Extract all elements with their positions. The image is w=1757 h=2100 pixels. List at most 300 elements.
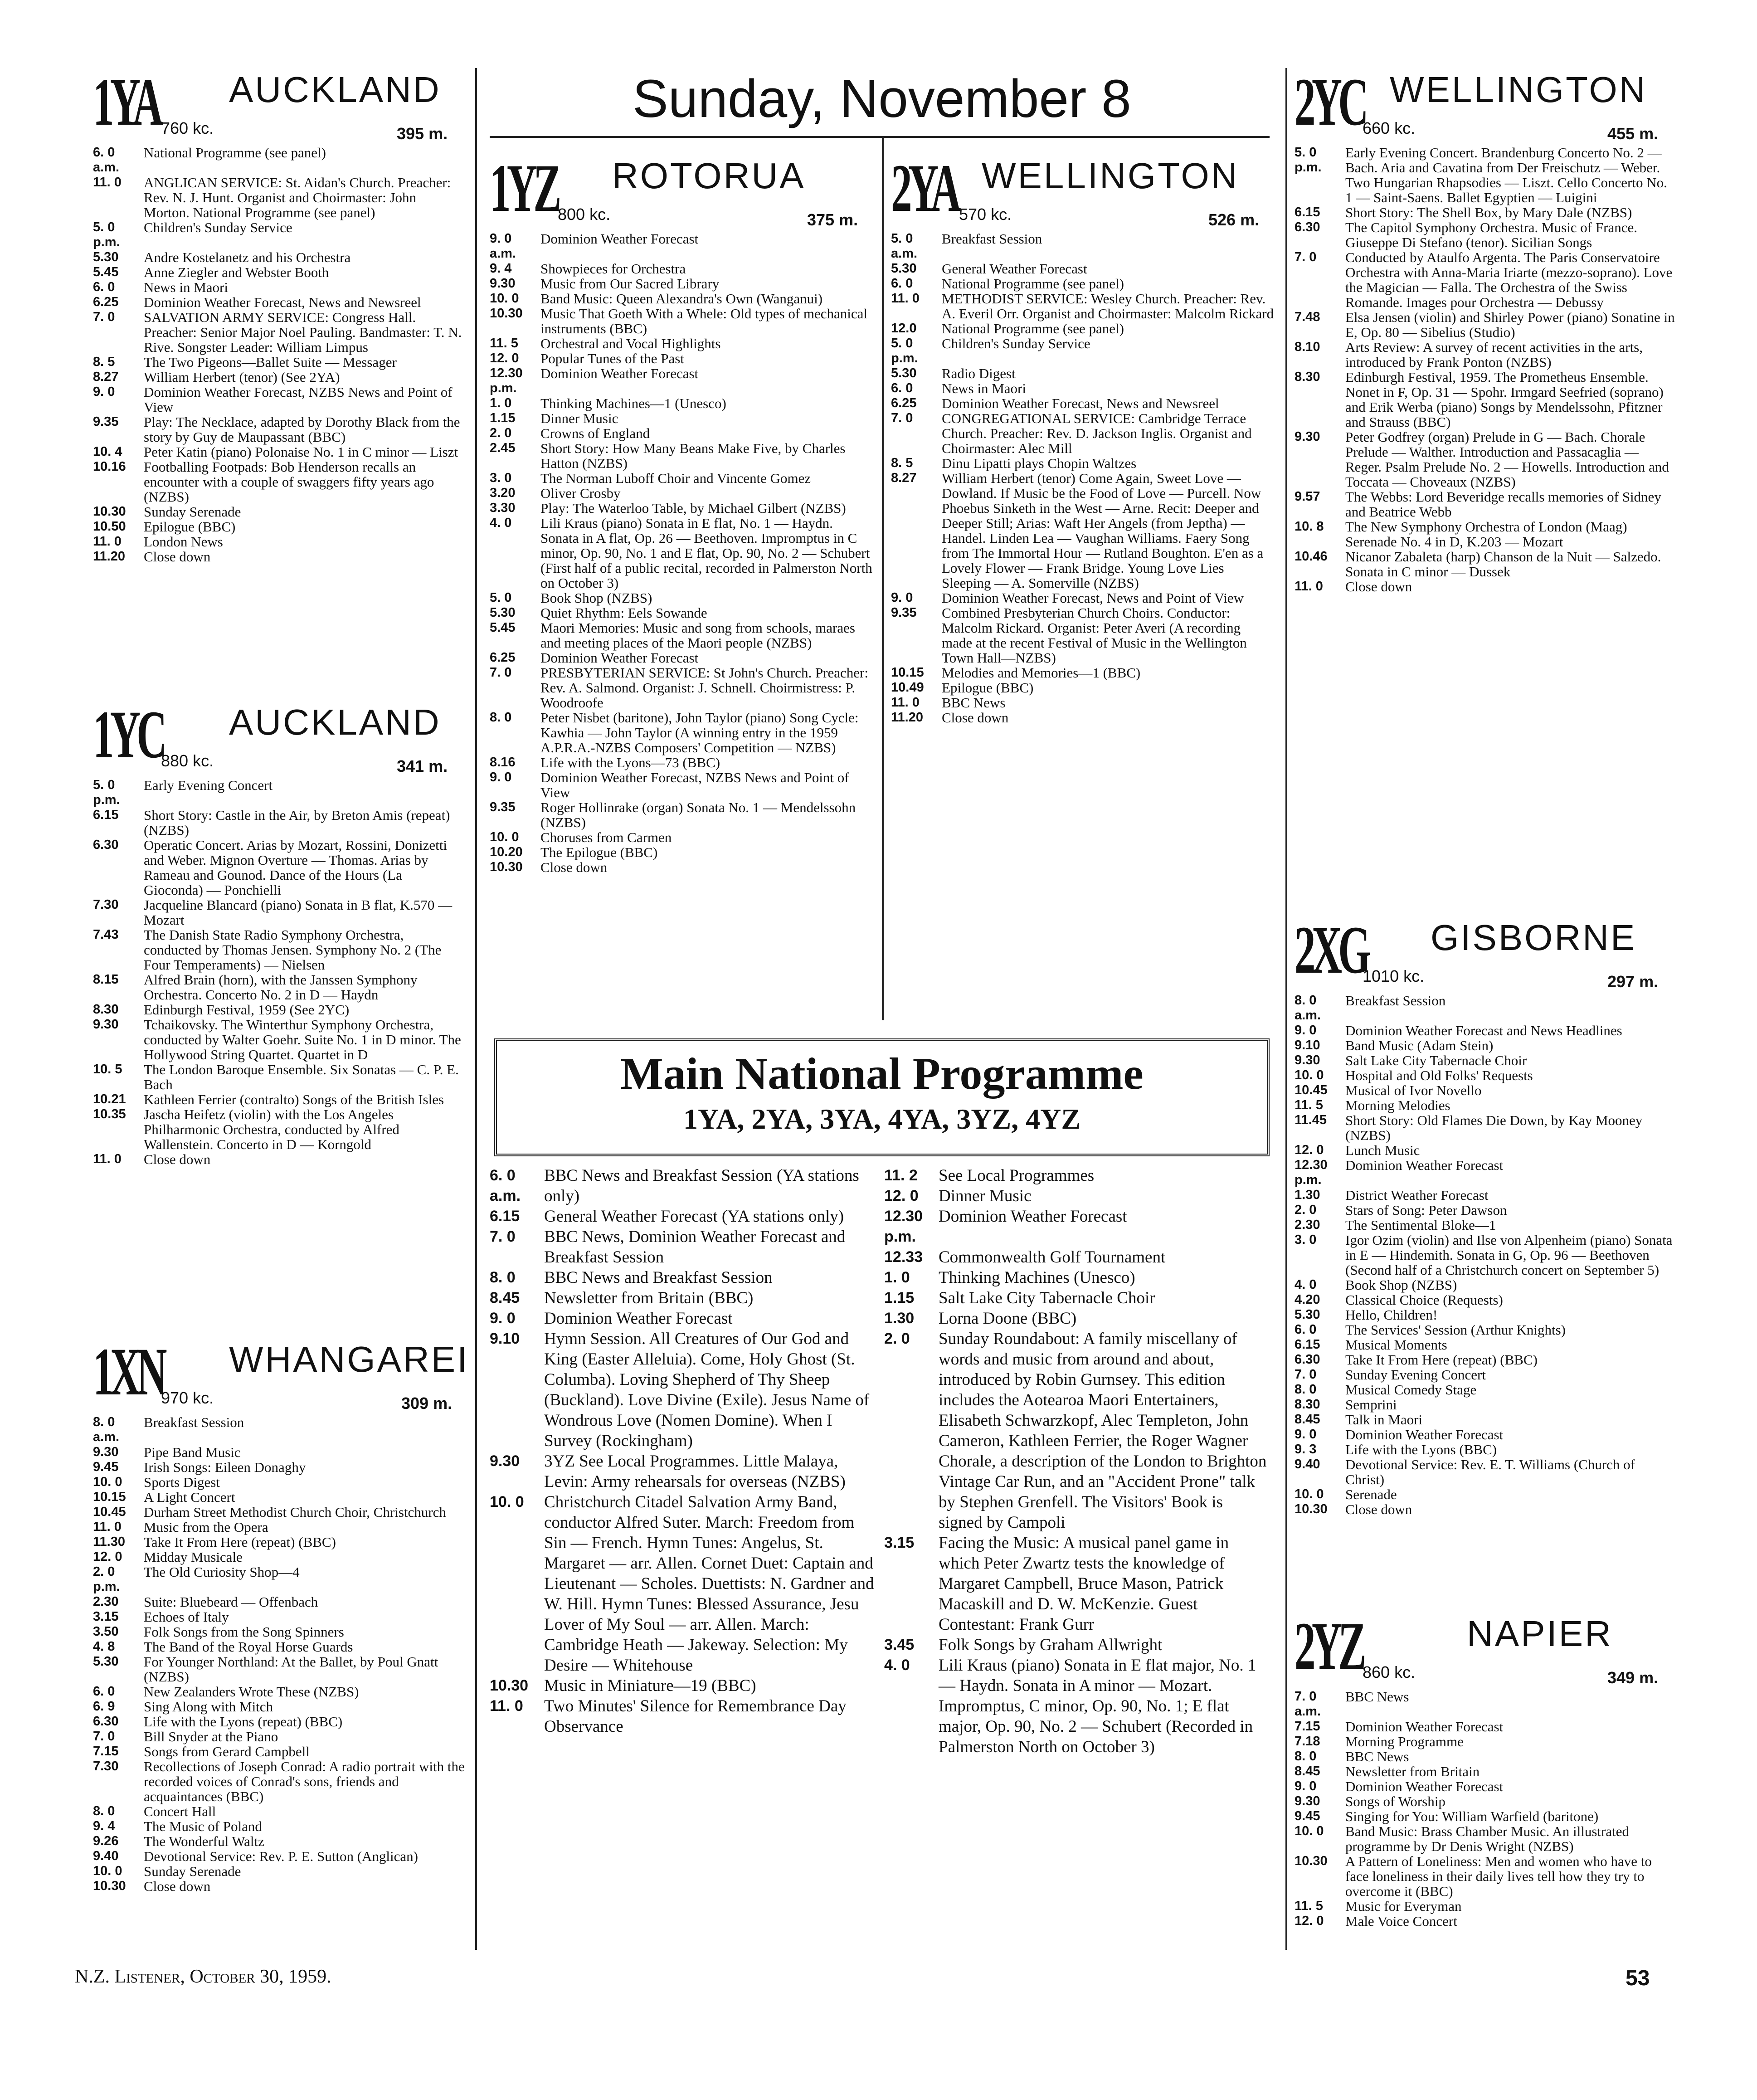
programme-entry: [490, 845, 873, 860]
station-wavelength: 375 m.: [807, 210, 858, 229]
programme-entry: [891, 471, 1274, 590]
programme-entry: [1295, 1143, 1675, 1158]
entry-time: 5. 0 a.m.: [891, 231, 918, 261]
station-header: [1295, 912, 1675, 993]
entry-time: 5. 0 p.m.: [1295, 145, 1322, 175]
entry-time: 5.30: [490, 605, 516, 620]
programme-entry: [1295, 310, 1675, 340]
entry-time: 9. 0: [490, 770, 512, 784]
entry-text: Popular Tunes of the Past: [540, 351, 684, 366]
station-city: AUCKLAND: [229, 69, 441, 110]
programme-entry: [1295, 1367, 1675, 1382]
station-2ya: [891, 151, 1274, 726]
entry-text: Jascha Heifetz (violin) with the Los Angeles Philharmonic Orchestra, conducted by Alfred Wallenstein. Concerto in D — Korngold: [144, 1106, 399, 1152]
programme-entry: [891, 291, 1274, 321]
entry-time: 10.45: [93, 1505, 126, 1519]
entry-time: 9.26: [93, 1834, 119, 1848]
entry-time: 10. 0: [1295, 1487, 1324, 1501]
programme-entry: [1295, 579, 1675, 594]
station-code: 1YA: [93, 64, 160, 140]
programme-entry: [1295, 1734, 1675, 1749]
entry-text: Short Story: Old Flames Die Down, by Kay Mooney (NZBS): [1345, 1112, 1643, 1143]
entry-time: 2. 0: [1295, 1203, 1317, 1217]
station-city: WELLINGTON: [1390, 69, 1647, 110]
programme-entry: [93, 1460, 465, 1475]
programme-entry: [93, 1744, 465, 1759]
entry-text: Alfred Brain (horn), with the Janssen Symphony Orchestra. Concerto No. 2 in D — Haydn: [144, 972, 418, 1003]
page-number: 53: [1626, 1966, 1650, 1990]
programme-entry: [884, 1533, 1270, 1635]
programme-entry: [1295, 145, 1675, 205]
entry-text: Close down: [1345, 579, 1412, 594]
programme-entry: [93, 1564, 465, 1594]
station-frequency: 970 kc.: [161, 1389, 214, 1407]
entry-text: Orchestral and Vocal Highlights: [540, 336, 721, 351]
entry-time: 2.45: [490, 441, 516, 455]
entry-time: 11. 0: [93, 175, 122, 190]
entry-time: 11. 5: [490, 336, 518, 351]
entry-time: 12.30 p.m.: [490, 366, 523, 395]
entry-text: London News: [144, 534, 223, 550]
programme-entry: [93, 1684, 465, 1699]
entry-time: 5.30: [891, 366, 917, 380]
entry-text: Close down: [144, 549, 211, 565]
entry-text: The Music of Poland: [144, 1818, 262, 1834]
entry-text: Play: The Necklace, adapted by Dorothy Black from the story by Guy de Maupassant (BBC): [144, 414, 460, 445]
entry-text: Early Evening Concert. Brandenburg Concerto No. 2 — Bach. Aria and Cavatina from Der Freischutz — Weber. Two Hungarian Rhapsodies — Liszt. Cello Concerto No. 1 — Saint-Saens. Ballet Egyptien — Luigini: [1345, 145, 1667, 205]
station-header: [490, 151, 873, 231]
entry-text: Dominion Weather Forecast: [540, 231, 699, 247]
programme-entry: [93, 1505, 465, 1520]
entry-time: 8. 5: [93, 355, 115, 369]
programme-entry: [490, 800, 873, 830]
entry-time: 10.50: [93, 519, 126, 534]
programme-entry: [490, 396, 873, 411]
entry-time: 5. 0: [490, 590, 512, 605]
entry-text: Facing the Music: A musical panel game in which Peter Zwartz tests the knowledge of Margaret Campbell, Bruce Mason, Patrick Macaskill and D. W. McKenzie. Guest Contestant: Frank Gurr: [939, 1534, 1229, 1634]
entry-text: Talk in Maori: [1345, 1412, 1423, 1428]
entry-text: A Light Concert: [144, 1489, 235, 1505]
entry-time: 6.25: [490, 650, 516, 665]
programme-entry: [93, 1594, 465, 1609]
programme-entry: [93, 897, 465, 927]
entry-text: Elsa Jensen (violin) and Shirley Power (piano) Sonatine in E, Op. 80 — Sibelius (Studio): [1345, 309, 1675, 340]
entry-text: Classical Choice (Requests): [1345, 1292, 1503, 1308]
entry-time: 11.20: [891, 710, 923, 725]
entry-time: 3.15: [884, 1534, 915, 1551]
entry-text: Short Story: Castle in the Air, by Breton Amis (repeat) (NZBS): [144, 807, 450, 838]
entry-text: Morning Programme: [1345, 1734, 1464, 1749]
entry-time: 9. 0: [93, 385, 115, 399]
entry-text: Andre Kostelanetz and his Orchestra: [144, 249, 351, 265]
entry-text: Suite: Bluebeard — Offenbach: [144, 1594, 318, 1610]
programme-entry: [93, 385, 465, 414]
programme-entry: [1295, 1794, 1675, 1809]
programme-entry: [490, 1308, 877, 1329]
programme-list: [1295, 993, 1675, 1517]
entry-text: Book Shop (NZBS): [1345, 1277, 1457, 1293]
entry-text: Edinburgh Festival, 1959. The Prometheus Ensemble. Nonet in F, Op. 31 — Spohr. Irmgard Seefried (soprano) and Erik Werba (piano) Songs by Mendelssohn, Pfitzner and Strauss (BBC): [1345, 369, 1664, 430]
programme-entry: [1295, 1083, 1675, 1098]
entry-text: Close down: [942, 710, 1009, 726]
programme-entry: [490, 1492, 877, 1676]
entry-time: 4. 0: [490, 516, 512, 530]
entry-time: 11. 5: [1295, 1899, 1323, 1913]
entry-text: Footballing Footpads: Bob Henderson recalls an encounter with a couple of swaggers fifty years ago (NZBS): [144, 459, 434, 505]
entry-text: Kathleen Ferrier (contralto) Songs of the British Isles: [144, 1091, 444, 1107]
programme-entry: [93, 459, 465, 504]
programme-entry: [93, 414, 465, 444]
entry-text: Music from the Opera: [144, 1519, 268, 1535]
entry-text: BBC News: [942, 695, 1006, 711]
entry-text: Breakfast Session: [144, 1414, 244, 1430]
programme-entry: [93, 1714, 465, 1729]
entry-time: 7.43: [93, 927, 119, 942]
entry-time: 9.35: [93, 414, 119, 429]
station-frequency: 880 kc.: [161, 751, 214, 770]
entry-time: 6.30: [1295, 220, 1320, 234]
entry-time: 7.15: [93, 1744, 119, 1759]
entry-time: 9.40: [93, 1849, 119, 1863]
entry-time: 11. 0: [891, 291, 920, 306]
entry-text: Sunday Evening Concert: [1345, 1367, 1486, 1383]
programme-entry: [1295, 1068, 1675, 1083]
entry-time: 7.30: [93, 897, 119, 912]
programme-entry: [93, 1849, 465, 1864]
programme-entry: [490, 486, 873, 501]
entry-text: Concert Hall: [144, 1803, 216, 1819]
entry-text: Life with the Lyons—73 (BBC): [540, 755, 720, 770]
programme-entry: [1295, 1854, 1675, 1899]
entry-time: 6. 0: [93, 1684, 115, 1699]
entry-text: Short Story: The Shell Box, by Mary Dale (NZBS): [1345, 205, 1632, 220]
programme-entry: [93, 1654, 465, 1684]
station-header: [1295, 1608, 1675, 1689]
entry-time: 9. 4: [93, 1819, 115, 1833]
entry-text: Dominion Weather Forecast, News and Newsreel: [942, 395, 1219, 411]
station-wavelength: 297 m.: [1607, 972, 1659, 991]
programme-entry: [1295, 1914, 1675, 1929]
programme-entry: [490, 516, 873, 590]
entry-time: 11. 0: [93, 1152, 122, 1166]
programme-entry: [490, 336, 873, 351]
entry-text: Commonwealth Golf Tournament: [939, 1248, 1166, 1267]
entry-time: 5.30: [93, 250, 119, 264]
programme-entry: [1295, 1899, 1675, 1914]
programme-entry: [93, 220, 465, 250]
entry-text: 3YZ See Local Programmes. Little Malaya, Levin: Army rehearsals for overseas (NZBS): [544, 1452, 846, 1491]
entry-time: 11. 0: [490, 1697, 523, 1715]
programme-entry: [1295, 993, 1675, 1023]
programme-entry: [490, 620, 873, 650]
programme-entry: [1295, 220, 1675, 250]
entry-time: 10. 0: [1295, 1068, 1324, 1082]
entry-time: 3.45: [884, 1636, 915, 1653]
entry-time: 6.25: [93, 295, 119, 309]
programme-entry: [93, 1017, 465, 1062]
entry-time: 10. 0: [1295, 1824, 1324, 1838]
entry-time: 8.27: [93, 370, 119, 384]
entry-time: 8.16: [490, 755, 516, 770]
entry-time: 10. 0: [490, 291, 519, 306]
entry-text: Dinu Lipatti plays Chopin Waltzes: [942, 455, 1137, 471]
programme-entry: [891, 590, 1274, 605]
entry-time: 7. 0: [1295, 250, 1317, 264]
entry-text: District Weather Forecast: [1345, 1187, 1489, 1203]
entry-time: 8.45: [1295, 1764, 1320, 1778]
station-city: ROTORUA: [612, 156, 806, 196]
station-code: 1YZ: [490, 151, 558, 226]
programme-list: [490, 231, 873, 875]
entry-time: 3.30: [490, 501, 516, 515]
programme-entry: [891, 231, 1274, 261]
entry-time: 6.30: [93, 838, 119, 852]
programme-entry: [93, 1609, 465, 1624]
entry-text: Bill Snyder at the Piano: [144, 1729, 278, 1744]
column-rule-1: [475, 68, 477, 1950]
entry-text: Children's Sunday Service: [942, 336, 1090, 351]
programme-entry: [884, 1186, 1270, 1206]
entry-text: BBC News: [1345, 1749, 1409, 1764]
programme-entry: [490, 1227, 877, 1267]
entry-time: 8.30: [93, 1002, 119, 1017]
programme-entry: [93, 250, 465, 265]
station-code: 1YC: [93, 697, 163, 772]
programme-entry: [490, 1165, 877, 1206]
entry-time: 11. 2: [884, 1167, 918, 1184]
programme-list: [93, 1415, 465, 1894]
entry-time: 10.30: [490, 860, 523, 874]
programme-entry: [93, 1834, 465, 1849]
programme-entry: [490, 1676, 877, 1696]
entry-time: 2. 0 p.m.: [93, 1564, 120, 1594]
programme-entry: [891, 366, 1274, 381]
entry-time: 5.30: [93, 1654, 119, 1669]
programme-entry: [1295, 429, 1675, 489]
entry-time: 8. 0: [490, 710, 512, 725]
entry-text: CONGREGATIONAL SERVICE: Cambridge Terrace Church. Preacher: Rev. D. Jackson Inglis. Organist and Choirmaster: Alec Mill: [942, 410, 1252, 456]
entry-time: 6.15: [490, 1208, 520, 1225]
entry-time: 9.57: [1295, 489, 1320, 504]
entry-text: Music for Everyman: [1345, 1898, 1462, 1914]
entry-text: BBC News, Dominion Weather Forecast and Breakfast Session: [544, 1228, 846, 1267]
entry-text: ANGLICAN SERVICE: St. Aidan's Church. Preacher: Rev. N. J. Hunt. Organist and Choirmaster: John Morton. National Programme (see panel): [144, 175, 451, 220]
entry-text: Melodies and Memories—1 (BBC): [942, 665, 1141, 681]
entry-time: 3. 0: [1295, 1233, 1317, 1247]
entry-time: 9. 0: [1295, 1779, 1317, 1793]
entry-time: 8. 0: [1295, 1382, 1317, 1397]
station-code: 2YZ: [1295, 1608, 1363, 1684]
entry-text: Operatic Concert. Arias by Mozart, Rossini, Donizetti and Weber. Mignon Overture — Thomas. Arias by Rameau and Gounod. Dance of the Hours (La Gioconda) — Ponchielli: [144, 837, 447, 898]
entry-text: Peter Katin (piano) Polonaise No. 1 in C minor — Liszt: [144, 444, 458, 460]
station-1yc: [93, 697, 465, 1167]
entry-text: Edinburgh Festival, 1959 (See 2YC): [144, 1002, 350, 1018]
entry-text: Lili Kraus (piano) Sonata in E flat, No. 1 — Haydn. Sonata in A flat, Op. 26 — Beethoven. Impromptus in C minor, Op. 90, No. 1 and E flat, Op. 90, No. 2 — Schubert (First half of a public recital, recorded in Palmerston North on October 3): [540, 515, 872, 591]
footer-publication-date: N.Z. Listener, October 30, 1959.: [75, 1966, 331, 1987]
entry-time: 10.15: [93, 1490, 126, 1504]
programme-list: [93, 778, 465, 1167]
entry-time: 11.30: [93, 1535, 125, 1549]
entry-time: 1.30: [1295, 1188, 1320, 1202]
entry-text: National Programme (see panel): [942, 321, 1124, 336]
programme-entry: [884, 1329, 1270, 1533]
entry-time: 6.15: [93, 808, 119, 822]
entry-time: 1. 0: [884, 1269, 910, 1286]
entry-time: 12.30 p.m.: [884, 1208, 923, 1245]
entry-text: See Local Programmes: [939, 1166, 1095, 1185]
programme-entry: [93, 295, 465, 310]
entry-time: 6.15: [1295, 205, 1320, 219]
programme-entry: [490, 1451, 877, 1492]
entry-text: New Zealanders Wrote These (NZBS): [144, 1684, 359, 1700]
entry-text: Lili Kraus (piano) Sonata in E flat major, No. 1 — Haydn. Sonata in A minor — Mozart. Impromptus, C minor, Op. 90, No. 1; E flat major, Op. 90, No. 2 — Schubert (Recorded in Palmerston North on October 3): [939, 1656, 1256, 1756]
entry-time: 11. 0: [93, 1520, 122, 1534]
programme-list: [1295, 145, 1675, 594]
station-header: [93, 697, 465, 778]
entry-time: 8. 5: [891, 456, 913, 470]
programme-entry: [490, 755, 873, 770]
programme-entry: [884, 1247, 1270, 1267]
entry-time: 2. 0: [884, 1330, 910, 1347]
entry-time: 5. 0 p.m.: [891, 336, 918, 365]
programme-entry: [490, 860, 873, 875]
programme-entry: [891, 680, 1274, 695]
entry-time: 9.30: [1295, 1794, 1320, 1808]
programme-entry: [490, 471, 873, 486]
entry-text: Hospital and Old Folks' Requests: [1345, 1067, 1533, 1083]
programme-entry: [891, 456, 1274, 471]
entry-time: 9. 0 a.m.: [490, 231, 516, 261]
programme-entry: [884, 1308, 1270, 1329]
entry-text: National Programme (see panel): [144, 145, 326, 161]
entry-time: 5.30: [1295, 1307, 1320, 1322]
programme-entry: [1295, 1749, 1675, 1764]
programme-entry: [1295, 1307, 1675, 1322]
programme-entry: [93, 1002, 465, 1017]
entry-text: Maori Memories: Music and song from schools, maraes and meeting places of the Maori people (NZBS): [540, 620, 855, 651]
column-rule-3: [1285, 68, 1287, 1950]
programme-entry: [1295, 1023, 1675, 1038]
programme-entry: [490, 1267, 877, 1288]
entry-text: Salt Lake City Tabernacle Choir: [1345, 1052, 1527, 1068]
entry-time: 10.15: [891, 665, 924, 680]
entry-time: 6. 9: [93, 1699, 115, 1714]
entry-text: Early Evening Concert: [144, 777, 273, 793]
programme-entry: [490, 291, 873, 306]
entry-time: 4. 0: [1295, 1277, 1317, 1292]
entry-text: Dinner Music: [939, 1187, 1032, 1205]
programme-entry: [93, 1445, 465, 1460]
entry-time: 1.15: [490, 411, 516, 425]
entry-time: 2. 0: [490, 426, 512, 440]
entry-time: 2.30: [1295, 1218, 1320, 1232]
entry-time: 7. 0: [93, 310, 115, 324]
programme-entry: [93, 1624, 465, 1639]
station-code: 2YA: [891, 151, 958, 226]
entry-time: 8. 0: [93, 1804, 115, 1818]
programme-entry: [891, 381, 1274, 396]
entry-text: METHODIST SERVICE: Wesley Church. Preacher: Rev. A. Everil Orr. Organist and Choirmaster: Malcolm Rickard: [942, 291, 1274, 322]
entry-time: 9.45: [93, 1460, 119, 1474]
station-1yz: [490, 151, 873, 875]
station-header: [93, 1334, 469, 1415]
entry-text: Showpieces for Orchestra: [540, 261, 686, 277]
entry-text: Life with the Lyons (BBC): [1345, 1442, 1497, 1457]
entry-time: 8.45: [490, 1289, 520, 1306]
programme-entry: [1295, 1457, 1675, 1487]
column-rule-2: [882, 136, 884, 1020]
entry-text: Short Story: How Many Beans Make Five, by Charles Hatton (NZBS): [540, 440, 846, 471]
entry-time: 12. 0: [1295, 1914, 1324, 1928]
entry-text: Stars of Song: Peter Dawson: [1345, 1202, 1507, 1218]
station-header: [93, 64, 465, 145]
entry-text: Music That Goeth With a Whele: Old types of mechanical instruments (BBC): [540, 306, 868, 336]
programme-entry: [1295, 1487, 1675, 1502]
programme-entry: [490, 770, 873, 800]
entry-time: 9. 0: [1295, 1427, 1317, 1442]
station-1ya: [93, 64, 465, 565]
programme-entry: [891, 665, 1274, 680]
programme-entry: [490, 276, 873, 291]
entry-time: 12.0: [891, 321, 917, 336]
entry-time: 10.30: [490, 306, 523, 321]
entry-text: Life with the Lyons (repeat) (BBC): [144, 1714, 343, 1730]
top-rule-middle: [490, 136, 1270, 138]
entry-time: 10. 0: [93, 1475, 122, 1489]
programme-entry: [490, 1206, 877, 1227]
programme-entry: [93, 265, 465, 280]
entry-text: Songs of Worship: [1345, 1793, 1446, 1809]
entry-text: Echoes of Italy: [144, 1609, 229, 1625]
main-programme-box: [494, 1038, 1270, 1156]
page-title: Sunday, November 8: [633, 69, 1131, 129]
entry-time: 9. 0: [891, 590, 913, 605]
entry-text: The Webbs: Lord Beveridge recalls memories of Sidney and Beatrice Webb: [1345, 489, 1661, 520]
entry-time: 6. 0: [891, 381, 913, 395]
programme-entry: [93, 778, 465, 808]
programme-entry: [93, 534, 465, 549]
programme-entry: [1295, 1352, 1675, 1367]
programme-entry: [1295, 250, 1675, 310]
entry-time: 8.10: [1295, 340, 1320, 354]
programme-entry: [93, 504, 465, 519]
programme-entry: [891, 261, 1274, 276]
programme-entry: [93, 1535, 465, 1549]
main-programme-right: [884, 1165, 1270, 1757]
main-programme-title: Main National Programme: [620, 1048, 1144, 1099]
entry-time: 12.30 p.m.: [1295, 1158, 1328, 1187]
programme-entry: [1295, 1218, 1675, 1233]
programme-entry: [93, 1475, 465, 1490]
entry-text: Nicanor Zabaleta (harp) Chanson de la Nuit — Salzedo. Sonata in C minor — Dussek: [1345, 549, 1661, 580]
programme-entry: [93, 1549, 465, 1564]
entry-text: General Weather Forecast (YA stations only): [544, 1207, 844, 1226]
programme-entry: [93, 1864, 465, 1879]
entry-text: Band Music: Brass Chamber Music. An illustrated programme by Dr Denis Wright (NZBS): [1345, 1823, 1629, 1854]
programme-entry: [1295, 205, 1675, 220]
programme-entry: [93, 1520, 465, 1535]
programme-entry: [93, 1152, 465, 1167]
entry-time: 8.15: [93, 972, 119, 987]
entry-text: PRESBYTERIAN SERVICE: St John's Church. Preacher: Rev. A. Salmond. Organist: J. Schnell. Choirmistress: P. Woodroofe: [540, 665, 868, 711]
programme-entry: [93, 549, 465, 564]
entry-text: The Epilogue (BBC): [540, 844, 658, 860]
entry-text: Musical Moments: [1345, 1337, 1447, 1353]
entry-text: Dominion Weather Forecast: [544, 1309, 733, 1328]
programme-entry: [93, 927, 465, 972]
entry-text: Sing Along with Mitch: [144, 1699, 273, 1715]
entry-text: Hello, Children!: [1345, 1307, 1438, 1323]
